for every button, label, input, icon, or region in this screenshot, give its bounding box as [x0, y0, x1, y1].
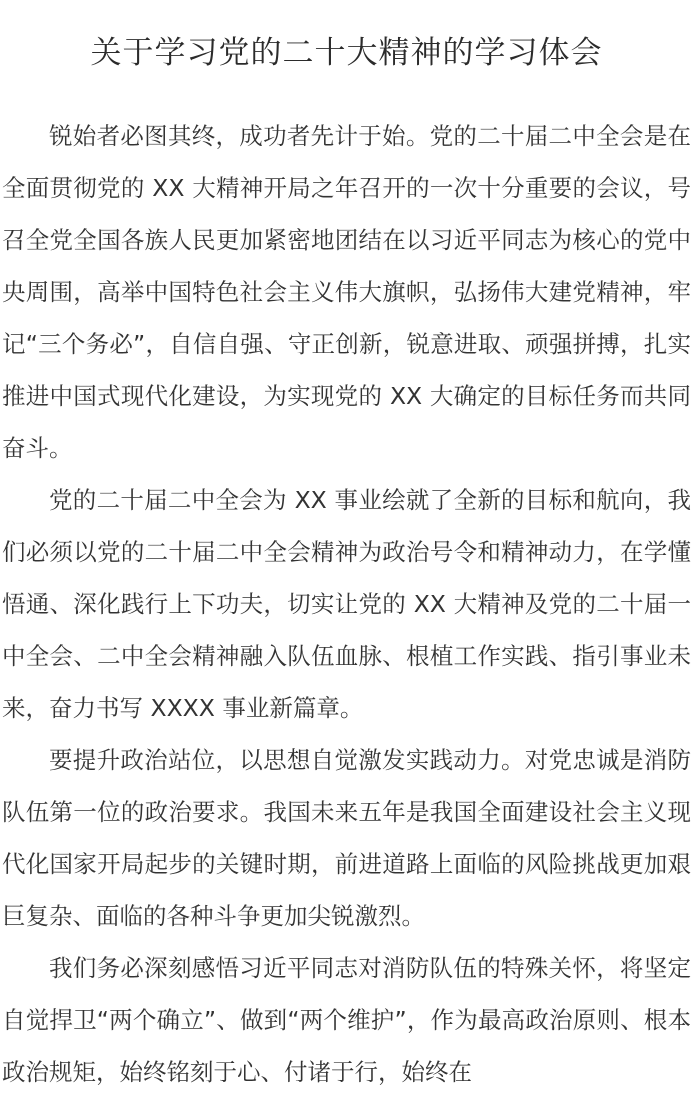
- paragraph-1: 锐始者必图其终，成功者先计于始。党的二十届二中全会是在全面贯彻党的 XX 大精神开局之年召开的一次十分重要的会议，号召全党全国各族人民更加紧密地团结在以习近平同志为核心的党中央周围，高举中国特色社会主义伟大旗帜，弘扬伟大建党精神，牢记“三个务必”，自信自强、守正创新，锐意进取、顽强拼搏，扎实推进中国式现代化建设，为实现党的 XX 大确定的目标任务而共同奋斗。: [2, 122, 691, 462]
- document-body: [0, 110, 693, 1097]
- paragraph-3: 要提升政治站位，以思想自觉激发实践动力。对党忠诚是消防队伍第一位的政治要求。我国未来五年是我国全面建设社会主义现代化国家开局起步的关键时期，前进道路上面临的风险挑战更加艰巨复杂、面临的各种斗争更加尖锐激烈。: [2, 746, 691, 930]
- paragraph-4: 我们务必深刻感悟习近平同志对消防队伍的特殊关怀，将坚定自觉捍卫“两个确立”、做到“两个维护”，作为最高政治原则、根本政治规矩，始终铭刻于心、付诸于行，始终在: [2, 954, 691, 1086]
- paragraph-2: 党的二十届二中全会为 XX 事业绘就了全新的目标和航向，我们必须以党的二十届二中全会精神为政治号令和精神动力，在学懂悟通、深化践行上下功夫，切实让党的 XX 大精神及党的二十届一中全会、二中全会精神融入队伍血脉、根植工作实践、指引事业未来，奋力书写 XXXX 事业新篇章。: [2, 486, 691, 722]
- document-title: 关于学习党的二十大精神的学习体会: [90, 35, 603, 71]
